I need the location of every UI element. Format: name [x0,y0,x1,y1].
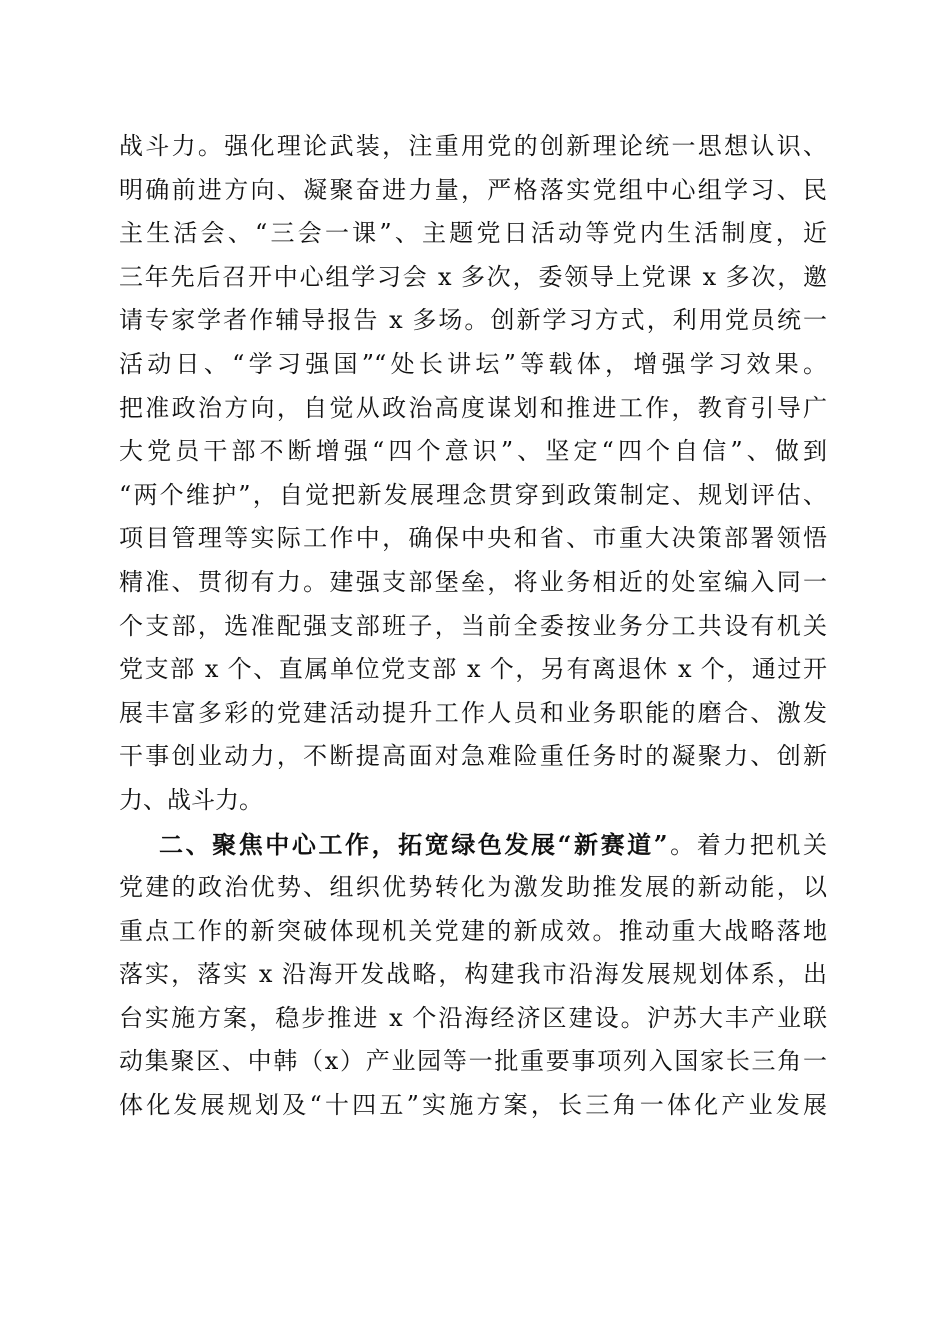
text-line: 干事创业动力，不断提高面对急难险重任务时的凝聚力、创新 [119,742,827,771]
text-line: 战斗力。强化理论武装，注重用党的创新理论统一思想认识、 [119,132,827,160]
text-line: 精准、贯彻有力。建强支部堡垒，将业务相近的处室编入同一 [119,567,827,596]
text-line: 把准政治方向，自觉从政治高度谋划和推进工作，教育引导广 [119,393,827,422]
text-line: 落实，落实 x 沿海开发战略，构建我市沿海发展规划体系，出 [119,960,827,989]
text-line: 项目管理等实际工作中，确保中央和省、市重大决策部署领悟 [119,524,827,553]
text-line: 动集聚区、中韩（x）产业园等一批重要事项列入国家长三角一 [119,1047,827,1076]
text-line: 三年先后召开中心组学习会 x 多次，委领导上党课 x 多次，邀 [119,262,827,291]
text-line: 重点工作的新突破体现机关党建的新成效。推动重大战略落地 [119,916,827,945]
text-line: 体化发展规划及“十四五”实施方案，长三角一体化产业发展 [119,1091,827,1120]
text-line: “两个维护”，自觉把新发展理念贯穿到政策制定、规划评估、 [119,480,827,509]
text-line: 活动日、“学习强国”“处长讲坛”等载体，增强学习效果。 [119,349,827,378]
text-line: 明确前进方向、凝聚奋进力量，严格落实党组中心组学习、民 [119,175,827,204]
body-text [119,125,827,1128]
text-line: 台实施方案，稳步推进 x 个沿海经济区建设。沪苏大丰产业联 [119,1003,827,1032]
text-line: 党支部 x 个、直属单位党支部 x 个，另有离退休 x 个，通过开 [119,655,827,684]
text-line: 个支部，选准配强支部班子，当前全委按业务分工共设有机关 [119,611,827,640]
paragraph-section-two [119,823,827,1128]
text-line: 力、战斗力。 [119,785,263,814]
section-heading-rest: 。着力把机关 [667,830,827,859]
text-line: 主生活会、“三会一课”、主题党日活动等党内生活制度，近 [119,219,827,248]
paragraph-party-building [119,125,827,823]
text-line: 大党员干部不断增强“四个意识”、坚定“四个自信”、做到 [119,437,827,466]
section-heading: 二、聚焦中心工作，拓宽绿色发展“新赛道” [159,829,668,859]
section-heading-line [119,823,827,867]
text-line: 展丰富多彩的党建活动提升工作人员和业务职能的磨合、激发 [119,698,827,727]
text-line: 党建的政治优势、组织优势转化为激发助推发展的新动能，以 [119,873,827,902]
text-line: 请专家学者作辅导报告 x 多场。创新学习方式，利用党员统一 [119,306,827,335]
